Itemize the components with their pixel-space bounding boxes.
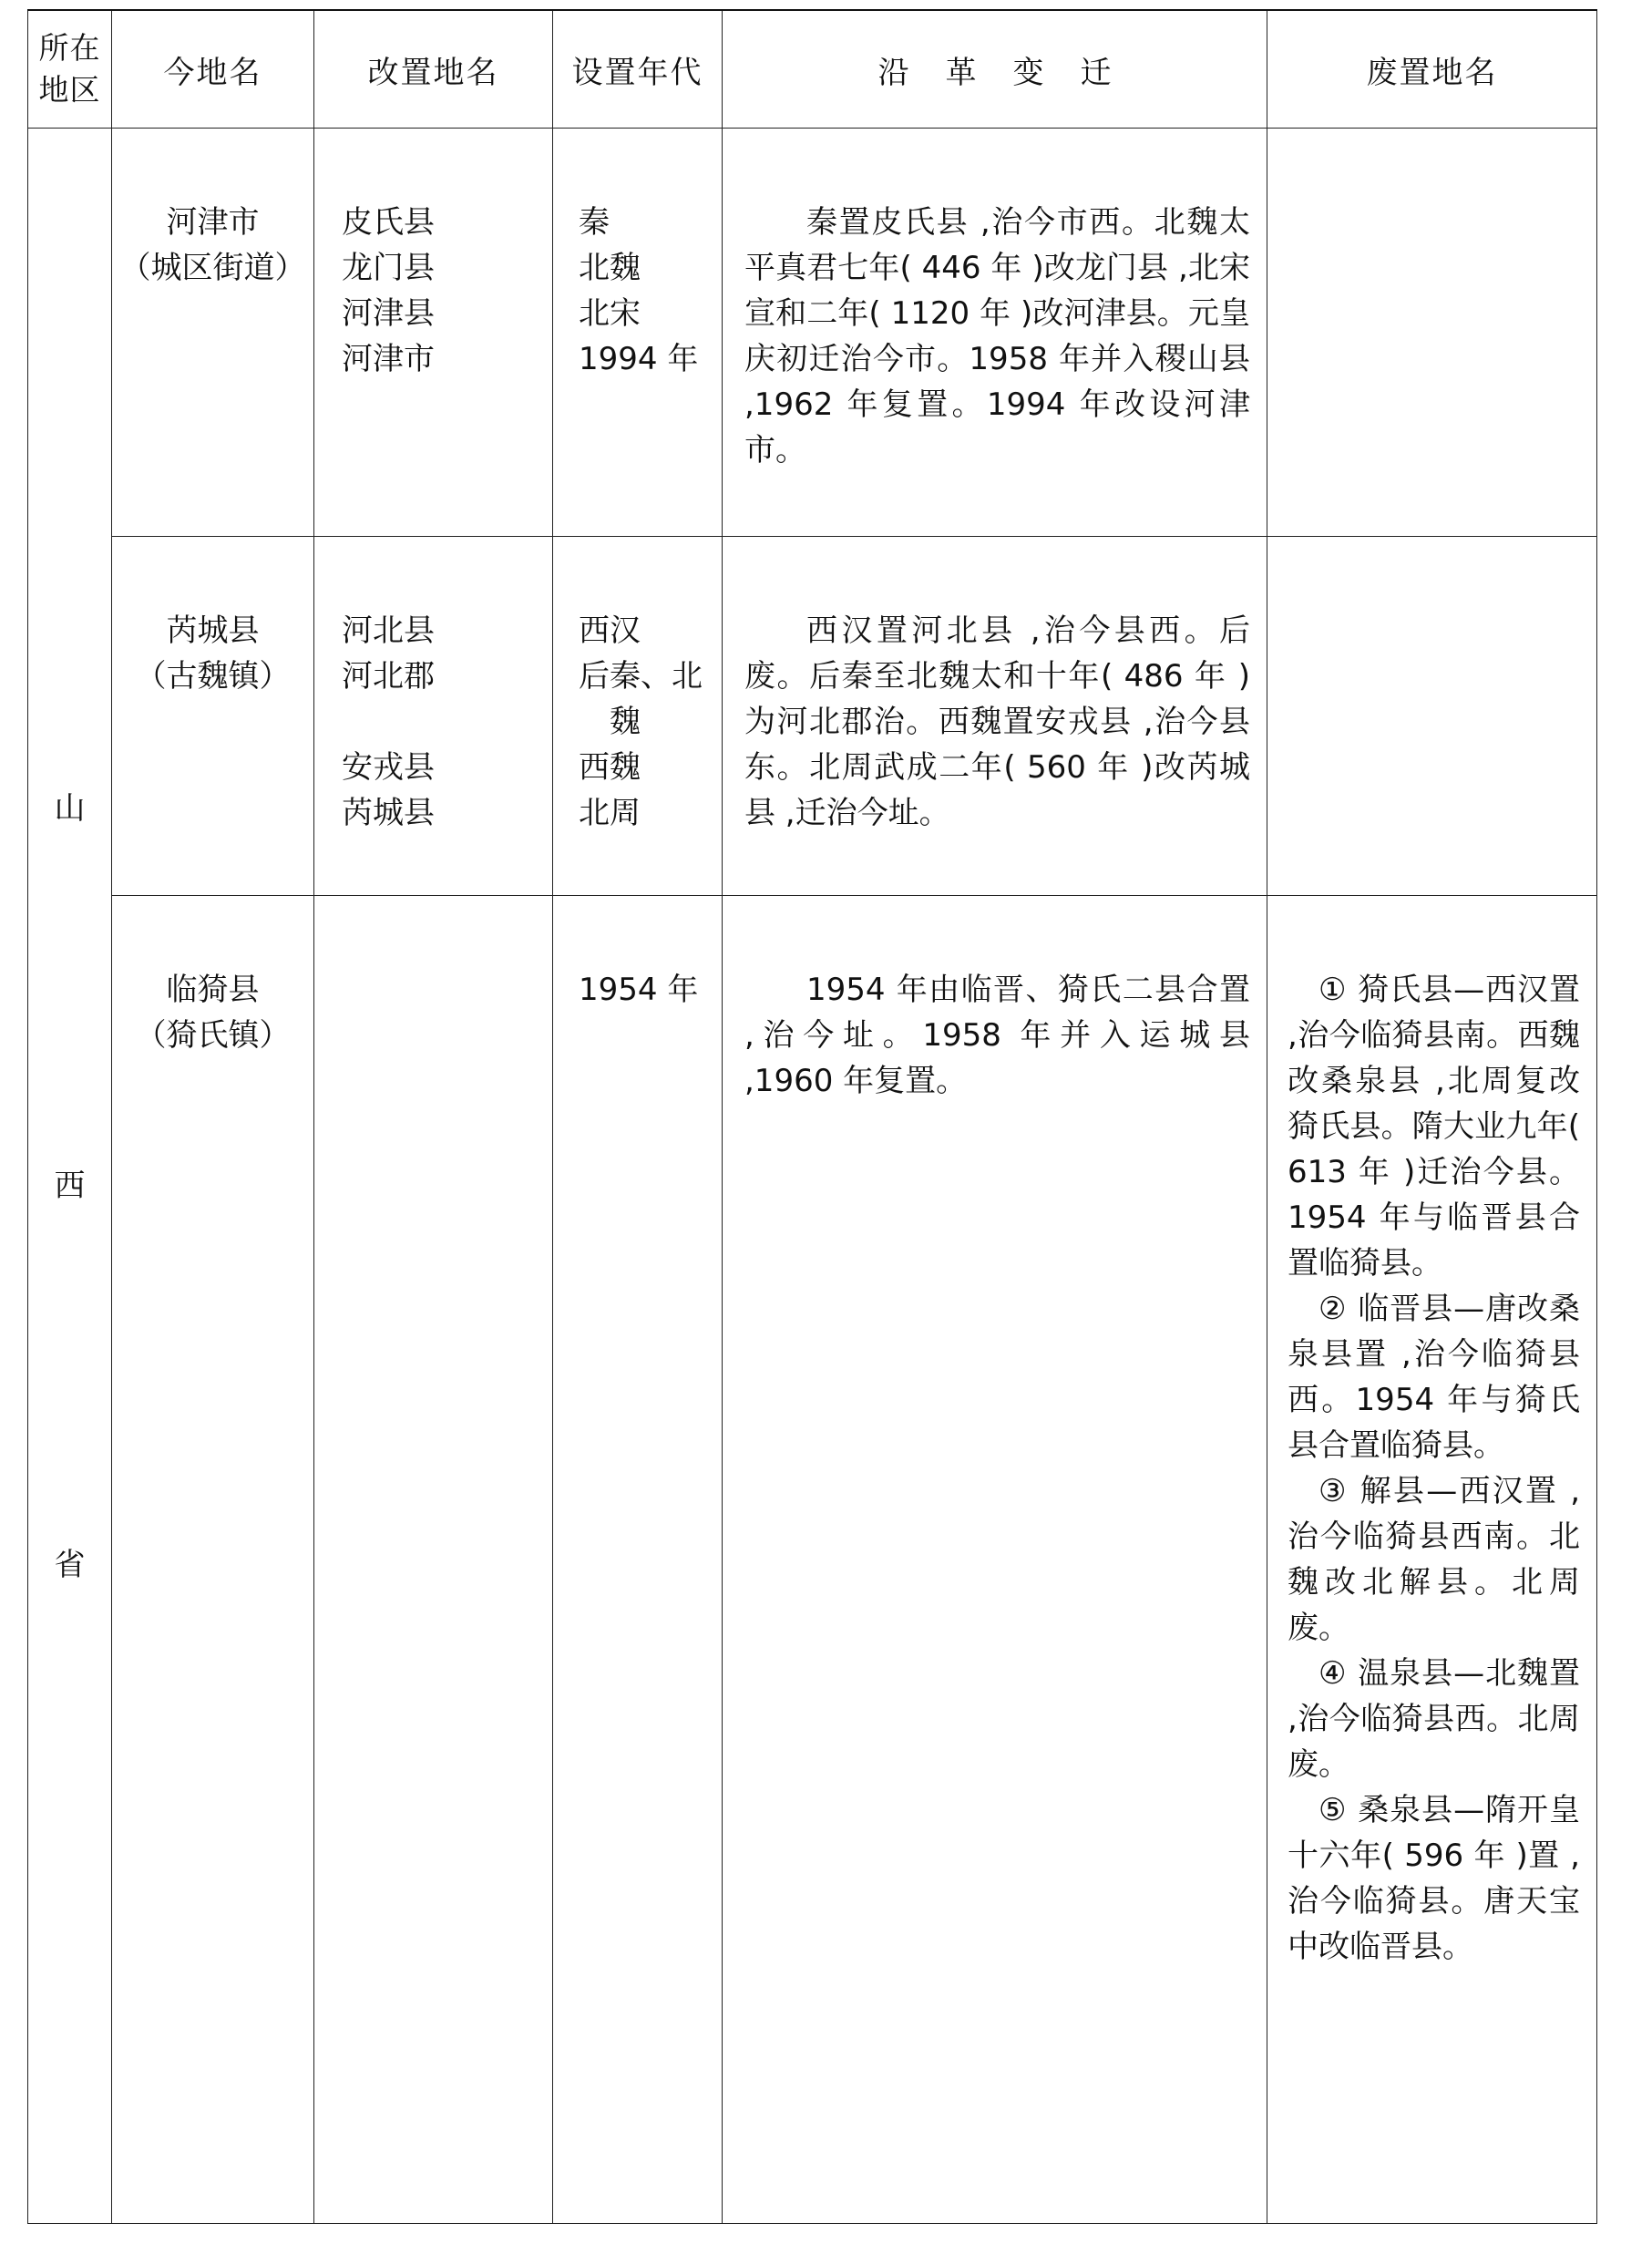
established-cell <box>553 129 723 537</box>
renamed-name: 龙门县 <box>342 250 435 286</box>
renamed-name: 芮城县 <box>342 795 435 831</box>
header-history: 沿革变迁 <box>723 10 1267 129</box>
history-cell <box>723 896 1267 2224</box>
abolished-entry: ③ 解县—西汉置 ,治今临猗县西南。北魏改北解县。北周废。 <box>1288 1473 1580 1646</box>
header-row <box>28 10 1597 129</box>
established-cell <box>553 537 723 896</box>
current-name-seat: （猗氏镇） <box>135 1017 291 1054</box>
current-name-seat: （古魏镇） <box>135 658 291 695</box>
era: 秦 <box>579 204 610 241</box>
current-name-seat: （城区街道） <box>119 250 306 286</box>
renamed-name: 河津市 <box>342 341 435 377</box>
renamed-name: 河北县 <box>342 612 435 649</box>
abolished-entry: ① 猗氏县—西汉置 ,治今临猗县南。西魏改桑泉县 ,北周复改猗氏县。隋大业九年( 613 年 )迁治今县。1954 年与临晋县合置临猗县。 <box>1288 972 1580 1282</box>
history-cell <box>723 129 1267 537</box>
history-cell <box>723 537 1267 896</box>
header-region-line2: 地区 <box>38 72 101 108</box>
history-text: 秦置皮氏县 ,治今市西。北魏太平真君七年( 446 年 )改龙门县 ,北宋宣和二年( 1120 年 )改河津县。元皇庆初迁治今市。1958 年并入稷山县 ,1962 年复置。1994 年改设河津市。 <box>744 204 1250 468</box>
renamed-cell <box>314 129 553 537</box>
era: 后秦、北 <box>579 658 703 695</box>
table-row <box>28 129 1597 537</box>
history-text: 西汉置河北县 ,治今县西。后废。后秦至北魏太和十年( 486 年 )为河北郡治。西魏置安戎县 ,治今县东。北周武成二年( 560 年 )改芮城县 ,迁治今址。 <box>744 612 1250 831</box>
header-region <box>28 10 112 129</box>
era: 北宋 <box>579 295 641 332</box>
region-char-3: 省 <box>54 1547 86 1583</box>
table-row <box>28 537 1597 896</box>
renamed-name: 皮氏县 <box>342 204 435 241</box>
abolished-cell <box>1267 129 1597 537</box>
header-established: 设置年代 <box>553 10 723 129</box>
era: 北魏 <box>579 250 641 286</box>
header-current-name: 今地名 <box>112 10 314 129</box>
region-char-2: 西 <box>54 1168 86 1204</box>
renamed-name: 河北郡 <box>342 658 435 695</box>
header-renamed-name: 改置地名 <box>314 10 553 129</box>
era: 1954 年 <box>579 972 699 1008</box>
renamed-cell <box>314 896 553 2224</box>
renamed-cell <box>314 537 553 896</box>
region-char-1: 山 <box>54 790 86 827</box>
renamed-name-blank <box>342 699 552 745</box>
era: 西汉 <box>579 612 641 649</box>
abolished-cell <box>1267 896 1597 2224</box>
table-row <box>28 896 1597 2224</box>
gazetteer-table <box>27 9 1597 2224</box>
current-name: 芮城县 <box>166 612 260 649</box>
current-name: 河津市 <box>166 204 260 241</box>
renamed-name: 河津县 <box>342 295 435 332</box>
abolished-entry: ④ 温泉县—北魏置 ,治今临猗县西。北周废。 <box>1288 1655 1580 1783</box>
current-name-cell <box>112 129 314 537</box>
established-cell <box>553 896 723 2224</box>
era: 1994 年 <box>579 341 699 377</box>
renamed-name: 安戎县 <box>342 749 435 786</box>
era: 北周 <box>579 795 641 831</box>
abolished-entry: ⑤ 桑泉县—隋开皇十六年( 596 年 )置 ,治今临猗县。唐天宝中改临晋县。 <box>1288 1792 1580 1965</box>
header-abolished: 废置地名 <box>1267 10 1597 129</box>
region-cell <box>28 129 112 2224</box>
current-name: 临猗县 <box>166 972 260 1008</box>
era: 西魏 <box>579 749 641 786</box>
header-region-line1: 所在 <box>38 30 101 66</box>
gazetteer-table-page <box>27 9 1596 2224</box>
current-name-cell <box>112 537 314 896</box>
current-name-cell <box>112 896 314 2224</box>
era: 魏 <box>579 704 641 740</box>
abolished-entry: ② 临晋县—唐改桑泉县置 ,治今临猗县西。1954 年与猗氏县合置临猗县。 <box>1288 1291 1580 1464</box>
abolished-cell <box>1267 537 1597 896</box>
history-text: 1954 年由临晋、猗氏二县合置 ,治今址。1958 年并入运城县 ,1960 年复置。 <box>744 972 1250 1099</box>
